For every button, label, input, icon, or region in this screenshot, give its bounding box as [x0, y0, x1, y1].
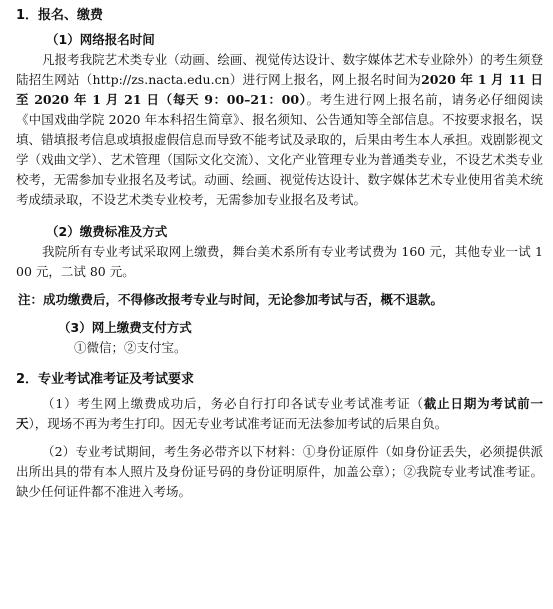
text-segment: ）进行网上报名，网上报名时间为 [229, 72, 422, 87]
section-heading-registration: 1．报名、缴费 [16, 8, 104, 23]
subheading-online-registration-time: （1）网络报名时间 [46, 32, 155, 47]
registration-period: 2020 年 1 月 11 日至 2020 年 1 月 21 日（每天 9：00–21：00） [16, 72, 543, 107]
subheading-fee-standard: （2）缴费标准及方式 [46, 224, 168, 239]
paragraph-registration-info [16, 50, 543, 210]
paragraph-required-materials: （2）专业考试期间，考生务必带齐以下材料：①身份证原件（如身份证丢失，必须提供派出所出具的带有本人照片及身份证号码的身份证明原件，加盖公章）；②我院专业考试准考证。缺少任何证件都不准进入考场。 [16, 444, 543, 499]
paragraph-fee-info: 我院所有专业考试采取网上缴费，舞台美术系所有专业考试费为 160 元，其他专业一试 100 元，二试 80 元。 [16, 244, 543, 279]
text-segment: ），现场不再为考生打印。因无专业考试准考证而无法参加考试的后果自负。 [28, 416, 448, 431]
payment-options: ①微信；②支付宝。 [74, 340, 187, 355]
refund-note: 注：成功缴费后，不得修改报考专业与时间，无论参加考试与否，概不退款。 [18, 292, 444, 307]
deadline-emphasis: 截止日期为考试前一天 [16, 396, 543, 431]
registration-url-link[interactable]: http://zs.nacta.edu.cn [92, 72, 230, 87]
text-segment: （1）考生网上缴费成功后，务必自行打印各试专业考试准考证（ [42, 396, 424, 411]
text-segment: 。考生进行网上报名前，请务必仔细阅读《中国戏曲学院 2020 年本科招生简章》、报名须知、公告通知等全部信息。不按要求报名，误填、错填报考信息或填报虚假信息而导致不能考试及录取的，后果由考生本人承担。戏剧影视文学（戏曲文学）、艺术管理（国际文化交流）、文化产业管理专业为普通类专业，不设艺术类专业校考，无需参加专业报名及考试。动画、绘画、视觉传达设计、数字媒体艺术专业使用省美术统考成绩录取，不设艺术类专业校考，无需参加专业报名及考试。 [16, 92, 543, 207]
section-heading-admission-ticket: 2．专业考试准考证及考试要求 [16, 372, 195, 387]
paragraph-ticket-printing [16, 394, 543, 434]
subheading-payment-methods: （3）网上缴费支付方式 [58, 320, 192, 335]
text-segment: 凡报考我院艺术类专业（动画、绘画、视觉传达设计、数字媒体艺术专业除外）的考生须登陆招生网站（ [16, 52, 543, 87]
